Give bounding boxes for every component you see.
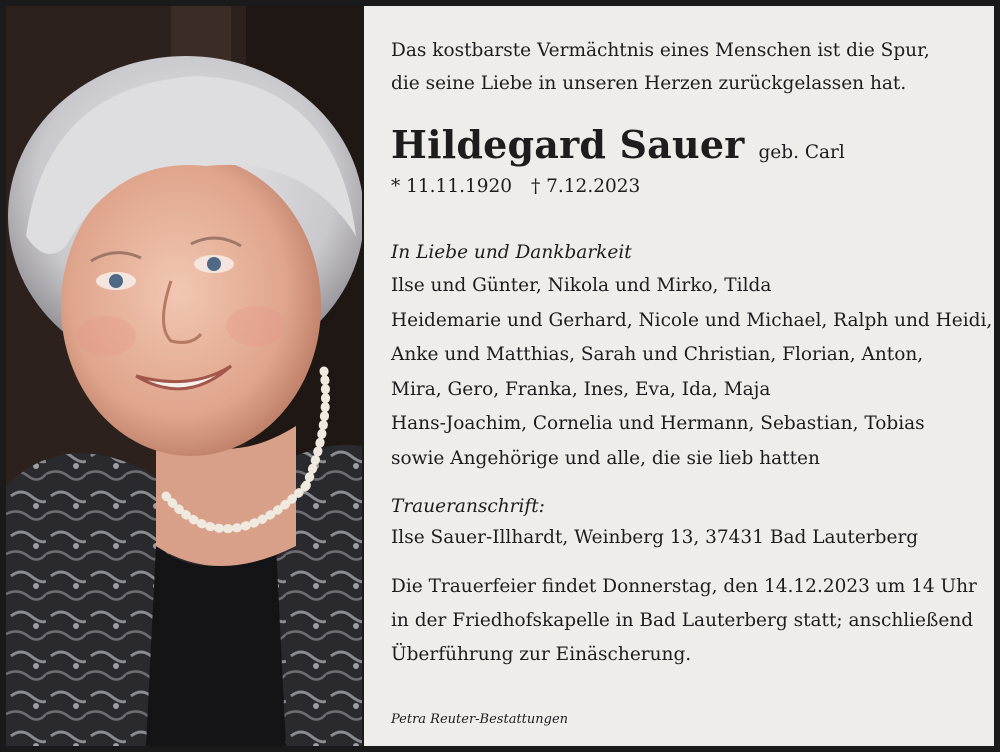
ceremony-line: Die Trauerfeier findet Donnerstag, den 14.12.2023 um 14 Uhr: [391, 576, 977, 597]
portrait-photo: [6, 6, 362, 746]
notice-text-panel: [364, 6, 994, 746]
mourners-line: Ilse und Günter, Nikola und Mirko, Tilda: [391, 275, 772, 296]
born-name: geb. Carl: [758, 142, 845, 163]
portrait-illustration: [6, 6, 362, 746]
motto-line: Das kostbarste Vermächtnis eines Menschen ist die Spur,: [391, 40, 930, 61]
ceremony-line: Überführung zur Einäscherung.: [391, 644, 692, 665]
ceremony-details: [391, 570, 994, 672]
mourning-address: Ilse Sauer-Illhardt, Weinberg 13, 37431 Bad Lauterberg: [391, 527, 919, 548]
mourning-address-label: Traueranschrift:: [391, 496, 545, 517]
deceased-name: Hildegard Sauer: [391, 122, 745, 167]
mourners-line: sowie Angehörige und alle, die sie lieb hatten: [391, 447, 820, 469]
mourners-line: Anke und Matthias, Sarah und Christian, Florian, Anton,: [391, 344, 924, 365]
undertaker-name: Petra Reuter-Bestattungen: [391, 712, 569, 727]
life-dates: [391, 176, 994, 206]
mourners-list: [391, 269, 994, 476]
death-date: † 7.12.2023: [531, 176, 641, 197]
deceased-name-row: [391, 122, 994, 170]
mourners-line: Hans-Joachim, Cornelia und Hermann, Sebastian, Tobias: [391, 413, 925, 434]
ceremony-line: in der Friedhofskapelle in Bad Lauterberg statt; anschließend: [391, 610, 974, 631]
mourners-line: Heidemarie und Gerhard, Nicole und Michael, Ralph und Heidi,: [391, 309, 993, 331]
mourners-intro: In Liebe und Dankbarkeit: [391, 242, 632, 263]
birth-date: * 11.11.1920: [391, 176, 513, 197]
memorial-motto: [391, 34, 994, 100]
motto-line: die seine Liebe in unseren Herzen zurückgelassen hat.: [391, 73, 907, 94]
mourners-line: Mira, Gero, Franka, Ines, Eva, Ida, Maja: [391, 378, 771, 400]
